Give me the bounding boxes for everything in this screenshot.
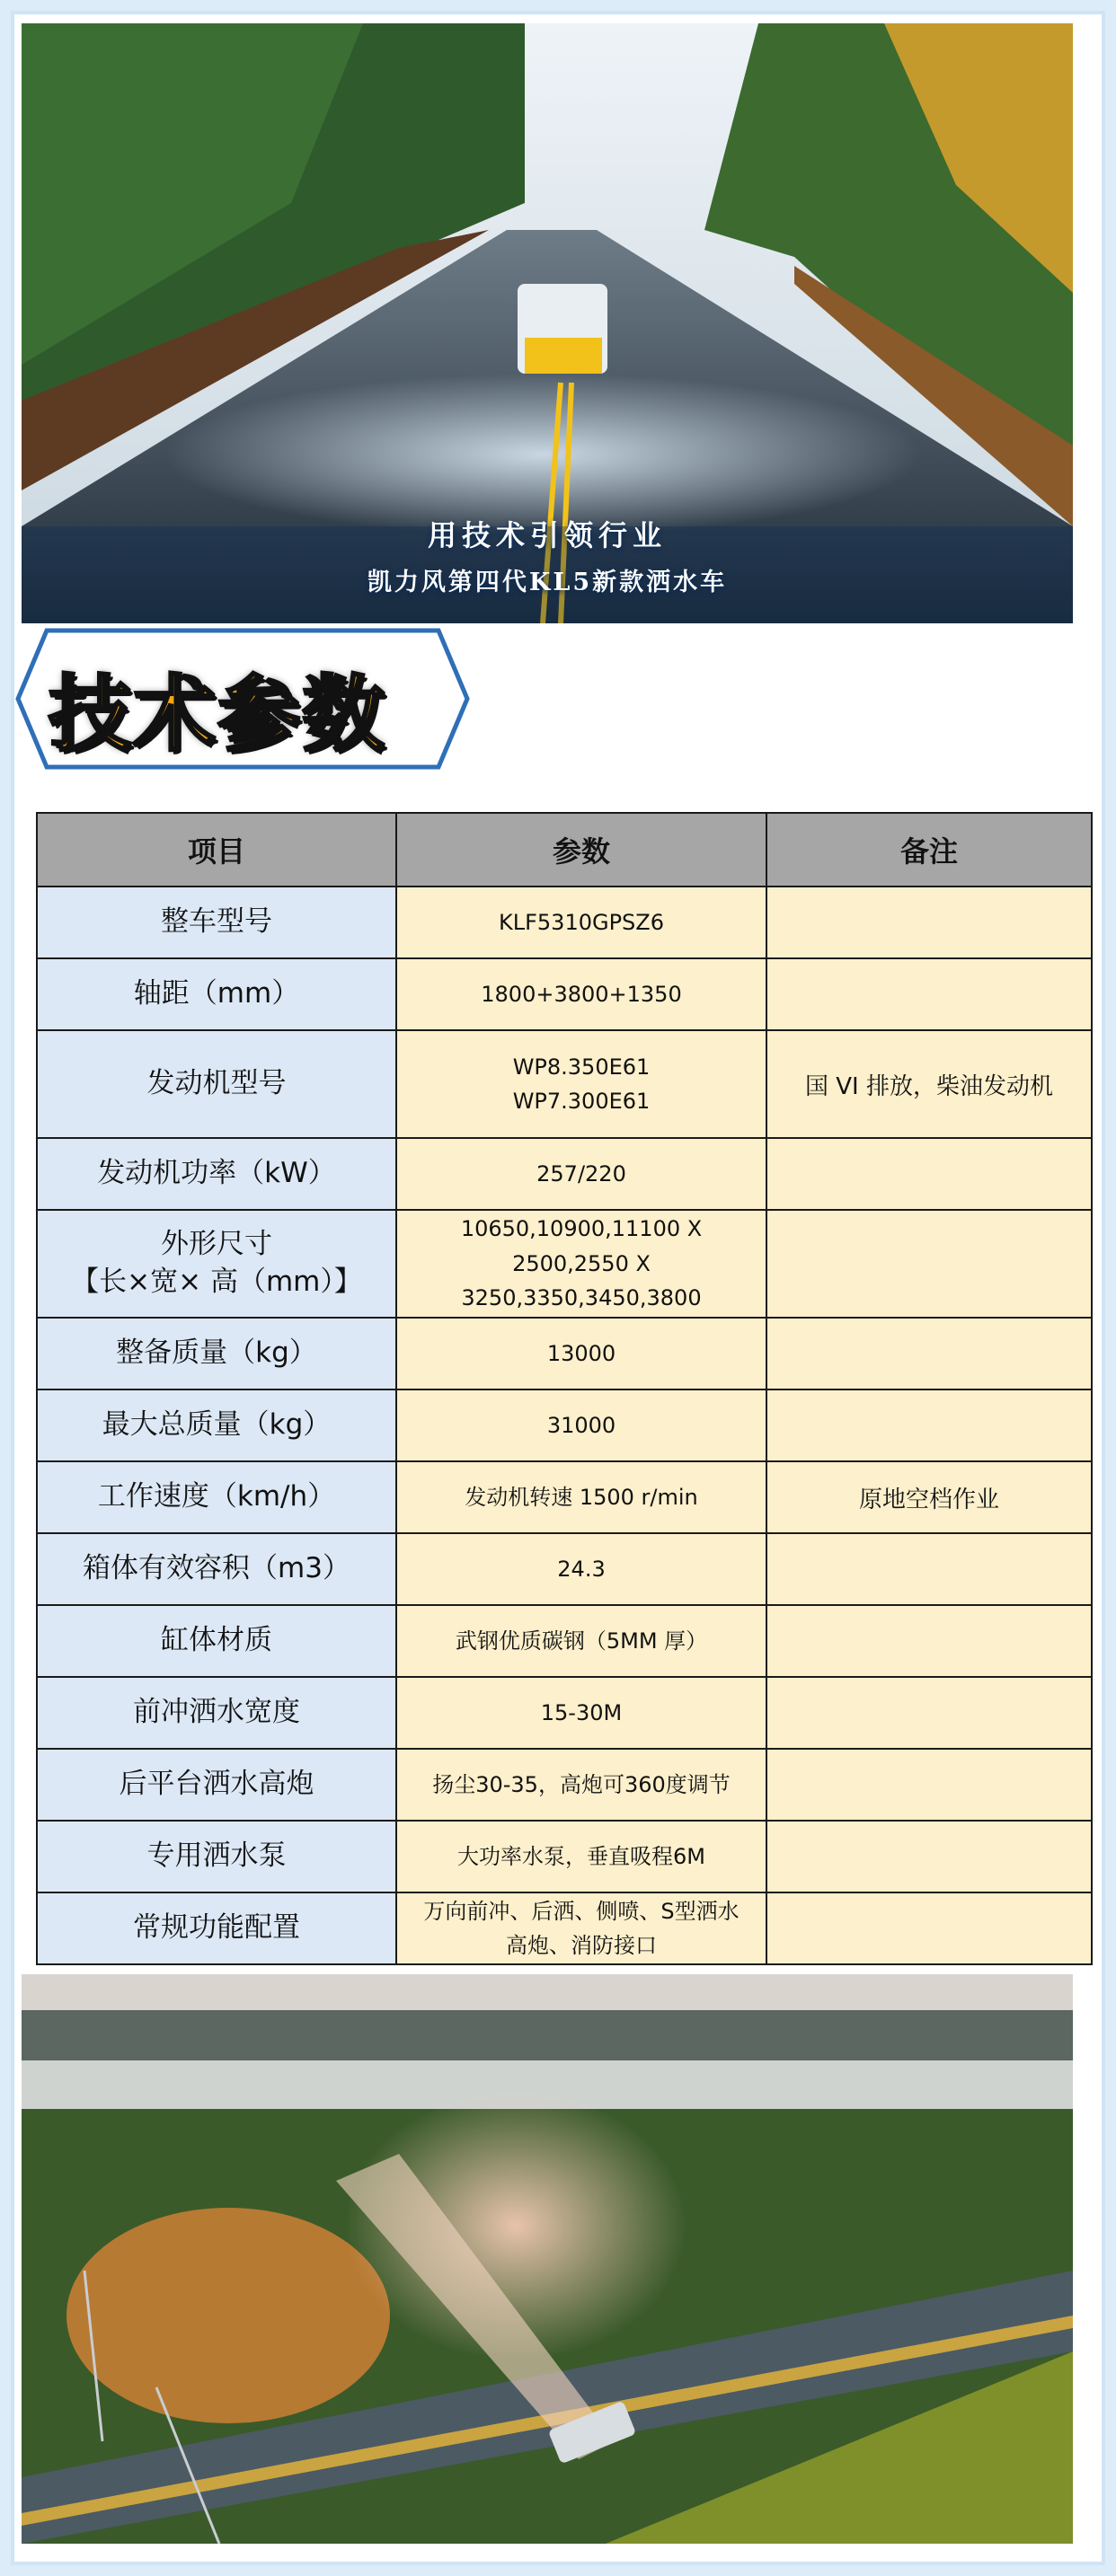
table-row — [37, 1749, 1092, 1821]
row-item: 后平台洒水高炮 — [37, 1749, 396, 1821]
row-note — [766, 1821, 1092, 1892]
row-param: 万向前冲、后洒、侧喷、S型洒水 高炮、消防接口 — [396, 1892, 766, 1964]
header-item: 项目 — [37, 813, 396, 887]
row-note — [766, 1210, 1092, 1318]
row-note: 原地空档作业 — [766, 1461, 1092, 1533]
row-note — [766, 1318, 1092, 1389]
table-row — [37, 958, 1092, 1030]
row-param: 13000 — [396, 1318, 766, 1389]
table-row — [37, 1461, 1092, 1533]
table-row — [37, 887, 1092, 958]
row-item: 最大总质量（kg） — [37, 1389, 396, 1461]
row-param: 15-30M — [396, 1677, 766, 1749]
row-item: 箱体有效容积（m3） — [37, 1533, 396, 1605]
row-item: 发动机功率（kW） — [37, 1138, 396, 1210]
row-param: 257/220 — [396, 1138, 766, 1210]
row-param: 扬尘30-35，高炮可360度调节 — [396, 1749, 766, 1821]
row-param: WP8.350E61 WP7.300E61 — [396, 1030, 766, 1138]
row-param: 武钢优质碳钢（5MM 厚） — [396, 1605, 766, 1677]
row-note — [766, 1533, 1092, 1605]
row-item: 前冲洒水宽度 — [37, 1677, 396, 1749]
row-item: 整备质量（kg） — [37, 1318, 396, 1389]
row-param: 10650,10900,11100 X 2500,2550 X 3250,3350,3450,3800 — [396, 1210, 766, 1318]
row-item: 外形尺寸 【长×宽× 高（mm）】 — [37, 1210, 396, 1318]
row-note — [766, 1138, 1092, 1210]
header-note: 备注 — [766, 813, 1092, 887]
row-note — [766, 1677, 1092, 1749]
table-row — [37, 1677, 1092, 1749]
row-item: 专用洒水泵 — [37, 1821, 396, 1892]
row-item: 轴距（mm） — [37, 958, 396, 1030]
hero-title: 用技术引领行业 — [427, 518, 667, 552]
row-item: 缸体材质 — [37, 1605, 396, 1677]
section-badge — [11, 620, 474, 778]
row-note — [766, 1389, 1092, 1461]
row-item: 工作速度（km/h） — [37, 1461, 396, 1533]
row-note — [766, 1749, 1092, 1821]
row-item: 常规功能配置 — [37, 1892, 396, 1964]
row-param: 24.3 — [396, 1533, 766, 1605]
row-item: 整车型号 — [37, 887, 396, 958]
section-badge-label: 技术参数 — [48, 666, 386, 763]
row-item: 发动机型号 — [37, 1030, 396, 1138]
table-row — [37, 1533, 1092, 1605]
spec-table — [36, 812, 1093, 1965]
table-row — [37, 1318, 1092, 1389]
table-row — [37, 1821, 1092, 1892]
table-row — [37, 1138, 1092, 1210]
bottom-photo-water-cannon — [22, 1974, 1073, 2544]
row-param: 1800+3800+1350 — [396, 958, 766, 1030]
table-header-row — [37, 813, 1092, 887]
table-row — [37, 1892, 1092, 1964]
row-note — [766, 958, 1092, 1030]
row-note: 国 VI 排放，柴油发动机 — [766, 1030, 1092, 1138]
table-row — [37, 1389, 1092, 1461]
row-param: 31000 — [396, 1389, 766, 1461]
row-note — [766, 1892, 1092, 1964]
header-param: 参数 — [396, 813, 766, 887]
hero-subtitle: 凯力风第四代KL5新款洒水车 — [367, 569, 728, 596]
table-row — [37, 1030, 1092, 1138]
table-row — [37, 1605, 1092, 1677]
bottom-photo-scene — [22, 1974, 1073, 2544]
row-param: 发动机转速 1500 r/min — [396, 1461, 766, 1533]
row-param: 大功率水泵，垂直吸程6M — [396, 1821, 766, 1892]
row-param: KLF5310GPSZ6 — [396, 887, 766, 958]
hero-photo-water-truck-road — [22, 23, 1073, 623]
table-row — [37, 1210, 1092, 1318]
row-note — [766, 887, 1092, 958]
row-note — [766, 1605, 1092, 1677]
